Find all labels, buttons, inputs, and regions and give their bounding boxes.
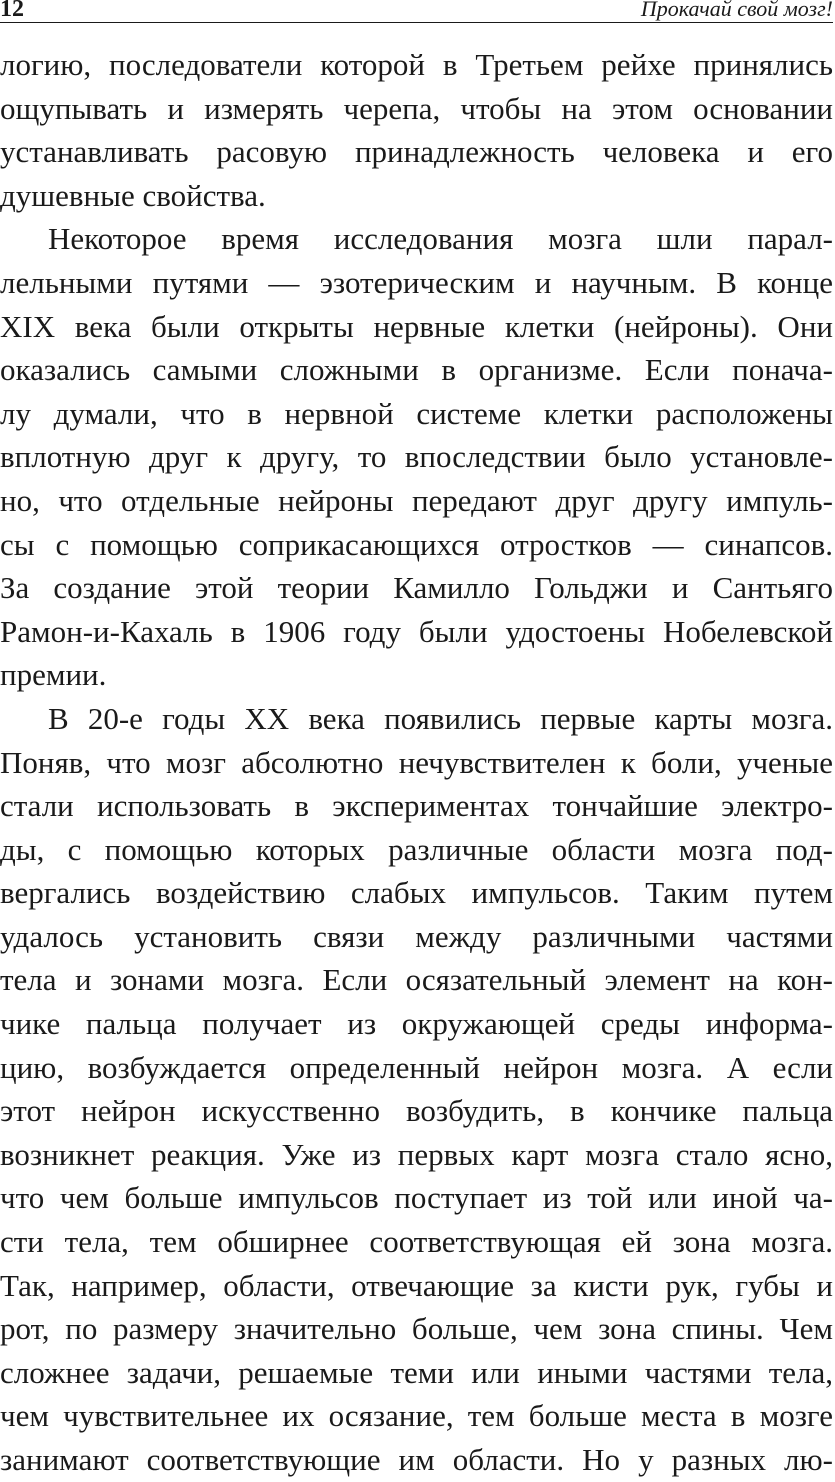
text-line: логию, последователи которой в Третьем рейхе принялись bbox=[0, 47, 833, 82]
text-line: стали использовать в экспериментах тончайшие электро- bbox=[0, 788, 833, 824]
text-line: сы с помощью соприкасающихся отростков — синапсов. bbox=[0, 526, 833, 562]
text-line: вергались воздействию слабых импульсов. Таким путем bbox=[0, 875, 833, 911]
text-line: вплотную друг к другу, то впоследствии было установле- bbox=[0, 439, 833, 475]
text-line: сти тела, тем обширнее соответствующая ей зона мозга. bbox=[0, 1224, 833, 1260]
text-line: Рамон-и-Кахаль в 1906 году были удостоены Нобелевской bbox=[0, 613, 833, 649]
text-line: За создание этой теории Камилло Гольджи и Сантьяго bbox=[0, 570, 833, 606]
text-line: но, что отдельные нейроны передают друг другу импуль- bbox=[0, 482, 833, 518]
text-line: ощупывать и измерять черепа, чтобы на этом основании bbox=[0, 90, 833, 126]
text-line: душевные свойства. bbox=[0, 177, 266, 213]
text-line: сложнее задачи, решаемые теми или иными частями тела, bbox=[0, 1354, 833, 1390]
text-line: чике пальца получает из окружающей среды информа- bbox=[0, 1006, 833, 1042]
text-line: что чем больше импульсов поступает из той или иной ча- bbox=[0, 1180, 833, 1216]
text-line: XIX века были открыты нервные клетки (нейроны). Они bbox=[0, 308, 833, 344]
running-title: Прокачай свой мозг! bbox=[640, 0, 833, 21]
text-line: возникнет реакция. Уже из первых карт мозга стало ясно, bbox=[0, 1136, 833, 1172]
text-line: лельными путями — эзотерическим и научным. В конце bbox=[0, 264, 833, 300]
text-line: Некоторое время исследования мозга шли парал- bbox=[48, 221, 833, 257]
text-line: цию, возбуждается определенный нейрон мозга. А если bbox=[0, 1049, 833, 1085]
text-line: чем чувствительнее их осязание, тем больше места в мозге bbox=[0, 1398, 833, 1434]
text-line: этот нейрон искусственно возбудить, в кончике пальца bbox=[0, 1093, 833, 1129]
running-header bbox=[0, 0, 833, 23]
text-line: В 20-е годы XX века появились первые карты мозга. bbox=[48, 700, 833, 736]
text-line: премии. bbox=[0, 657, 107, 693]
text-line: Поняв, что мозг абсолютно нечувствителен к боли, ученые bbox=[0, 744, 833, 780]
text-line: удалось установить связи между различными частями bbox=[0, 918, 833, 954]
body-text bbox=[0, 43, 833, 1482]
text-line: ды, с помощью которых различные области мозга под- bbox=[0, 831, 833, 867]
text-line: рот, по размеру значительно больше, чем зона спины. Чем bbox=[0, 1311, 833, 1347]
page-number: 12 bbox=[0, 0, 24, 22]
text-line: занимают соответствующие им области. Но у разных лю- bbox=[0, 1442, 833, 1477]
text-line: устанавливать расовую принадлежность человека и его bbox=[0, 134, 833, 170]
text-line: оказались самыми сложными в организме. Если понача- bbox=[0, 352, 833, 388]
text-line: Так, например, области, отвечающие за кисти рук, губы и bbox=[0, 1267, 833, 1303]
text-line: лу думали, что в нервной системе клетки расположены bbox=[0, 395, 833, 431]
text-line: тела и зонами мозга. Если осязательный элемент на кон- bbox=[0, 962, 833, 998]
